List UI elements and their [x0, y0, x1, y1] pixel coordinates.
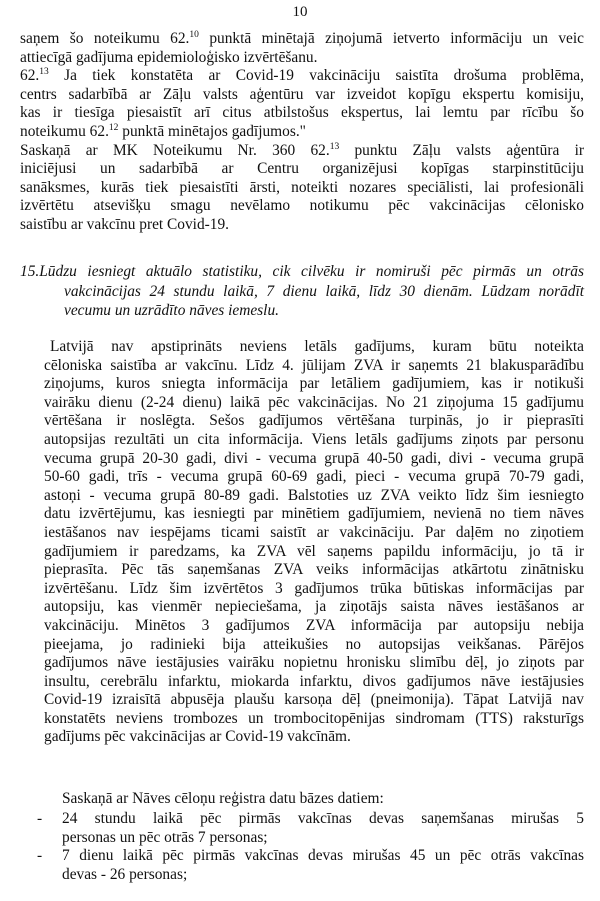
- answer-line: insultu, cerebrālu infarktu, miokarda infarktu, divos gadījumos nāve iestājusies: [44, 672, 584, 690]
- text-line: kas ir tiesīga piesaistīt arī citus atbilstošus ekspertus, lai lemtu par rīcību šo: [20, 104, 584, 122]
- list-item-line: 24 stundu laikā pēc pirmās vakcīnas devas saņemšanas mirušas 5: [62, 810, 584, 827]
- registry-list: [32, 810, 584, 884]
- question-line: 15.Lūdzu iesniegt aktuālo statistiku, cik cilvēku ir nomiruši pēc pirmās un otrās: [20, 263, 584, 280]
- text-line: sanāksmes, kurās tiek piesaistīti ārsti, noteikti nozares speciālisti, lai profesionāli: [20, 178, 584, 196]
- answer-line: izvērtēšanu. Līdz šim izvērtētos 3 gadījumos trūka būtiskas informācijas par: [44, 579, 584, 597]
- list-item-line: personas un pēc otrās 7 personas;: [62, 828, 268, 846]
- answer-line: gadījums pēc vakcinācijas ar Covid-19 vakcīnām.: [44, 728, 351, 746]
- answer-line: astoņi - vecuma grupā 80-89 gadi. Balstoties uz ZVA veikto līdz šim iesniegto: [44, 486, 584, 504]
- text-line: centrs sadarbībā ar Zāļu valsts aģentūru var izveidot kopīgu ekspertu komisiju,: [20, 85, 584, 103]
- text-line: attiecīgā gadījuma epidemioloģisko izvērtēšanu.: [20, 48, 318, 66]
- question-line: vecumu un uzrādīto nāves iemeslu.: [64, 302, 279, 319]
- text-line: iniciējusi un sadarbībā ar Centru organizējusi kopīgas starpinstitūciju: [20, 160, 584, 178]
- answer-line: autopsijas rezultāti un cita informācija. Viens letāls gadījums ziņots par personu: [44, 430, 584, 448]
- answer-line: pieprasīta. Pēc tās saņemšanas ZVA veiks informācijas atkārtotu zinātnisku: [44, 561, 584, 579]
- list-item-line: 7 dienu laikā pēc pirmās vakcīnas devas mirušas 45 un pēc otrās vakcīnas: [62, 847, 584, 865]
- answer-line: autopsiju, kas vienmēr nepieciešama, ja ziņotājs saista nāves iestāšanos ar: [44, 598, 584, 616]
- answer-line: iestāšanos nav iespējams ticami saistīt ar vakcināciju. Par daļēm no ziņotiem: [44, 523, 584, 541]
- list-item-line: devas - 26 personas;: [62, 865, 188, 883]
- answer-line: gadījumos nāve iestājusies vairāku nopietnu hronisku slimību dēļ, jo ziņots par: [44, 654, 584, 672]
- answer-line: Covid-19 izraisītā abpusēja plaušu karsoņa dēļ (pneimonija). Tāpat Latvijā nav: [44, 691, 584, 709]
- text-line: saņem šo noteikumu 62.10 punktā minētajā ziņojumā ietverto informāciju un veic: [20, 30, 584, 47]
- registry-intro-line: Saskaņā ar Nāves cēloņu reģistra datu bāzes datiem:: [62, 790, 384, 807]
- answer-line: pieejama, jo radinieki bija atteikušies no autopsijas veikšanas. Pārējos: [44, 635, 584, 653]
- question-15: [20, 262, 584, 321]
- regulation-excerpt: [20, 30, 584, 235]
- text-line: noteikumu 62.12 punktā minētajos gadījumos.": [20, 122, 306, 140]
- page-number: 10: [292, 4, 308, 20]
- answer-line: vakcināciju. Minētos 3 gadījumos ZVA informācija par autopsiju nebija: [44, 616, 584, 634]
- text-line: saistību ar vakcīnu pret Covid-19.: [20, 215, 230, 233]
- answer-line: vairāku dienu (2-24 dienu) laikā pēc vakcinācijas. No 21 ziņojuma 15 gadījumu: [44, 393, 584, 411]
- question-line: vakcinācijas 24 stundu laikā, 7 dienu laikā, līdz 30 dienām. Lūdzam norādīt: [64, 282, 584, 300]
- dash-bullet: -: [37, 810, 43, 827]
- answer-line: vecuma grupā 20-30 gadi, divi - vecuma grupā 40-50 gadi, divi - vecuma grupā: [44, 449, 584, 467]
- answer-line: gadījumiem ir paredzams, ka ZVA vēl saņems papildu informāciju, jo tā ir: [44, 542, 584, 560]
- registry-intro: [62, 790, 584, 809]
- text-line: izvērtētu atsevišķu smagu nevēlamo notikumu pēc vakcinācijas cēlonisko: [20, 197, 584, 215]
- answer-line: cēloniska saistība ar vakcīnu. Līdz 4. jūlijam ZVA ir saņemts 21 blakusparādību: [44, 356, 584, 374]
- answer-line: vērtēšana ir noslēgta. Sešos gadījumos vērtēšana turpinās, jo ir pieprasīti: [44, 412, 584, 430]
- answer-line: datu izvērtējumu, kas iesniegti par minētiem gadījumiem, nevienā no tiem nāves: [44, 505, 584, 523]
- list-item: [32, 847, 584, 884]
- answer-line: konstatēts neviens trombozes un trombocitopēnijas sindromam (TTS) raksturīgs: [44, 709, 584, 727]
- dash-bullet: -: [37, 847, 43, 865]
- text-line: Saskaņā ar MK Noteikumu Nr. 360 62.13 punktu Zāļu valsts aģentūra ir: [20, 141, 584, 159]
- text-line: 62.13 Ja tiek konstatēta ar Covid-19 vakcināciju saistīta drošuma problēma,: [20, 67, 584, 85]
- answer-paragraph: [44, 338, 584, 747]
- answer-line: Latvijā nav apstiprināts neviens letāls gadījums, kuram būtu noteikta: [50, 338, 584, 355]
- answer-line: ziņojums, kuros sniegta informācija par letāliem gadījumiem, kas ir notikuši: [44, 375, 584, 393]
- answer-line: 50-60 gadi, trīs - vecuma grupā 60-69 gadi, pieci - vecuma grupā 70-79 gadi,: [44, 468, 584, 486]
- list-item: [32, 810, 584, 847]
